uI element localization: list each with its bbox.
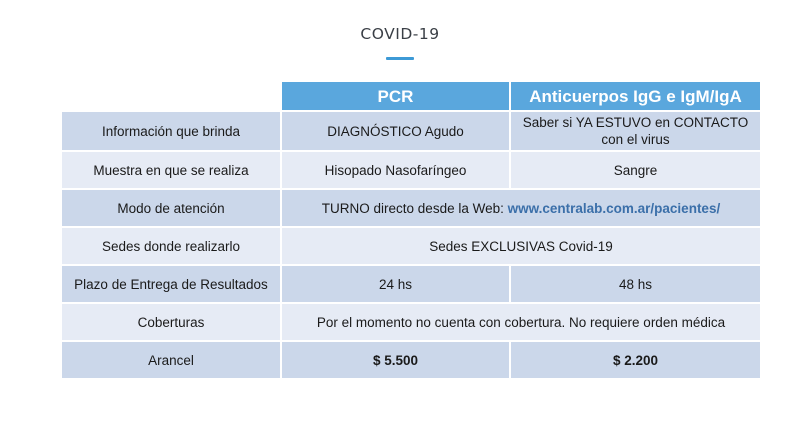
title-underline (386, 57, 414, 60)
row-label: Modo de atención (62, 190, 280, 226)
row-label: Arancel (62, 342, 280, 378)
row-label: Muestra en que se realiza (62, 152, 280, 188)
header-anticuerpos: Anticuerpos IgG e IgM/IgA (511, 82, 760, 110)
row-label: Sedes donde realizarlo (62, 228, 280, 264)
row-label: Plazo de Entrega de Resultados (62, 266, 280, 302)
booking-link[interactable]: www.centralab.com.ar/pacientes/ (507, 200, 721, 216)
row-label: Coberturas (62, 304, 280, 340)
table-row (62, 190, 760, 226)
table-row (62, 304, 760, 340)
booking-text: TURNO directo desde la Web: (321, 200, 504, 216)
pcr-price: $ 5.500 (282, 342, 509, 378)
anticuerpos-cell: Saber si YA ESTUVO en CONTACTO con el virus (511, 112, 760, 150)
anticuerpos-price: $ 2.200 (511, 342, 760, 378)
header-blank-cell (62, 82, 280, 110)
covid-comparison-table (60, 80, 762, 380)
merged-cell: Por el momento no cuenta con cobertura. No requiere orden médica (282, 304, 760, 340)
header-pcr: PCR (282, 82, 509, 110)
row-label: Información que brinda (62, 112, 280, 150)
pcr-cell: DIAGNÓSTICO Agudo (282, 112, 509, 150)
table-row (62, 152, 760, 188)
table-row (62, 342, 760, 378)
table-row (62, 228, 760, 264)
table-header-row (62, 82, 760, 110)
pcr-cell: Hisopado Nasofaríngeo (282, 152, 509, 188)
table-row (62, 266, 760, 302)
table-row (62, 112, 760, 150)
anticuerpos-cell: Sangre (511, 152, 760, 188)
anticuerpos-cell: 48 hs (511, 266, 760, 302)
merged-cell (282, 190, 760, 226)
page-title: COVID-19 (360, 25, 440, 43)
merged-cell: Sedes EXCLUSIVAS Covid-19 (282, 228, 760, 264)
pcr-cell: 24 hs (282, 266, 509, 302)
